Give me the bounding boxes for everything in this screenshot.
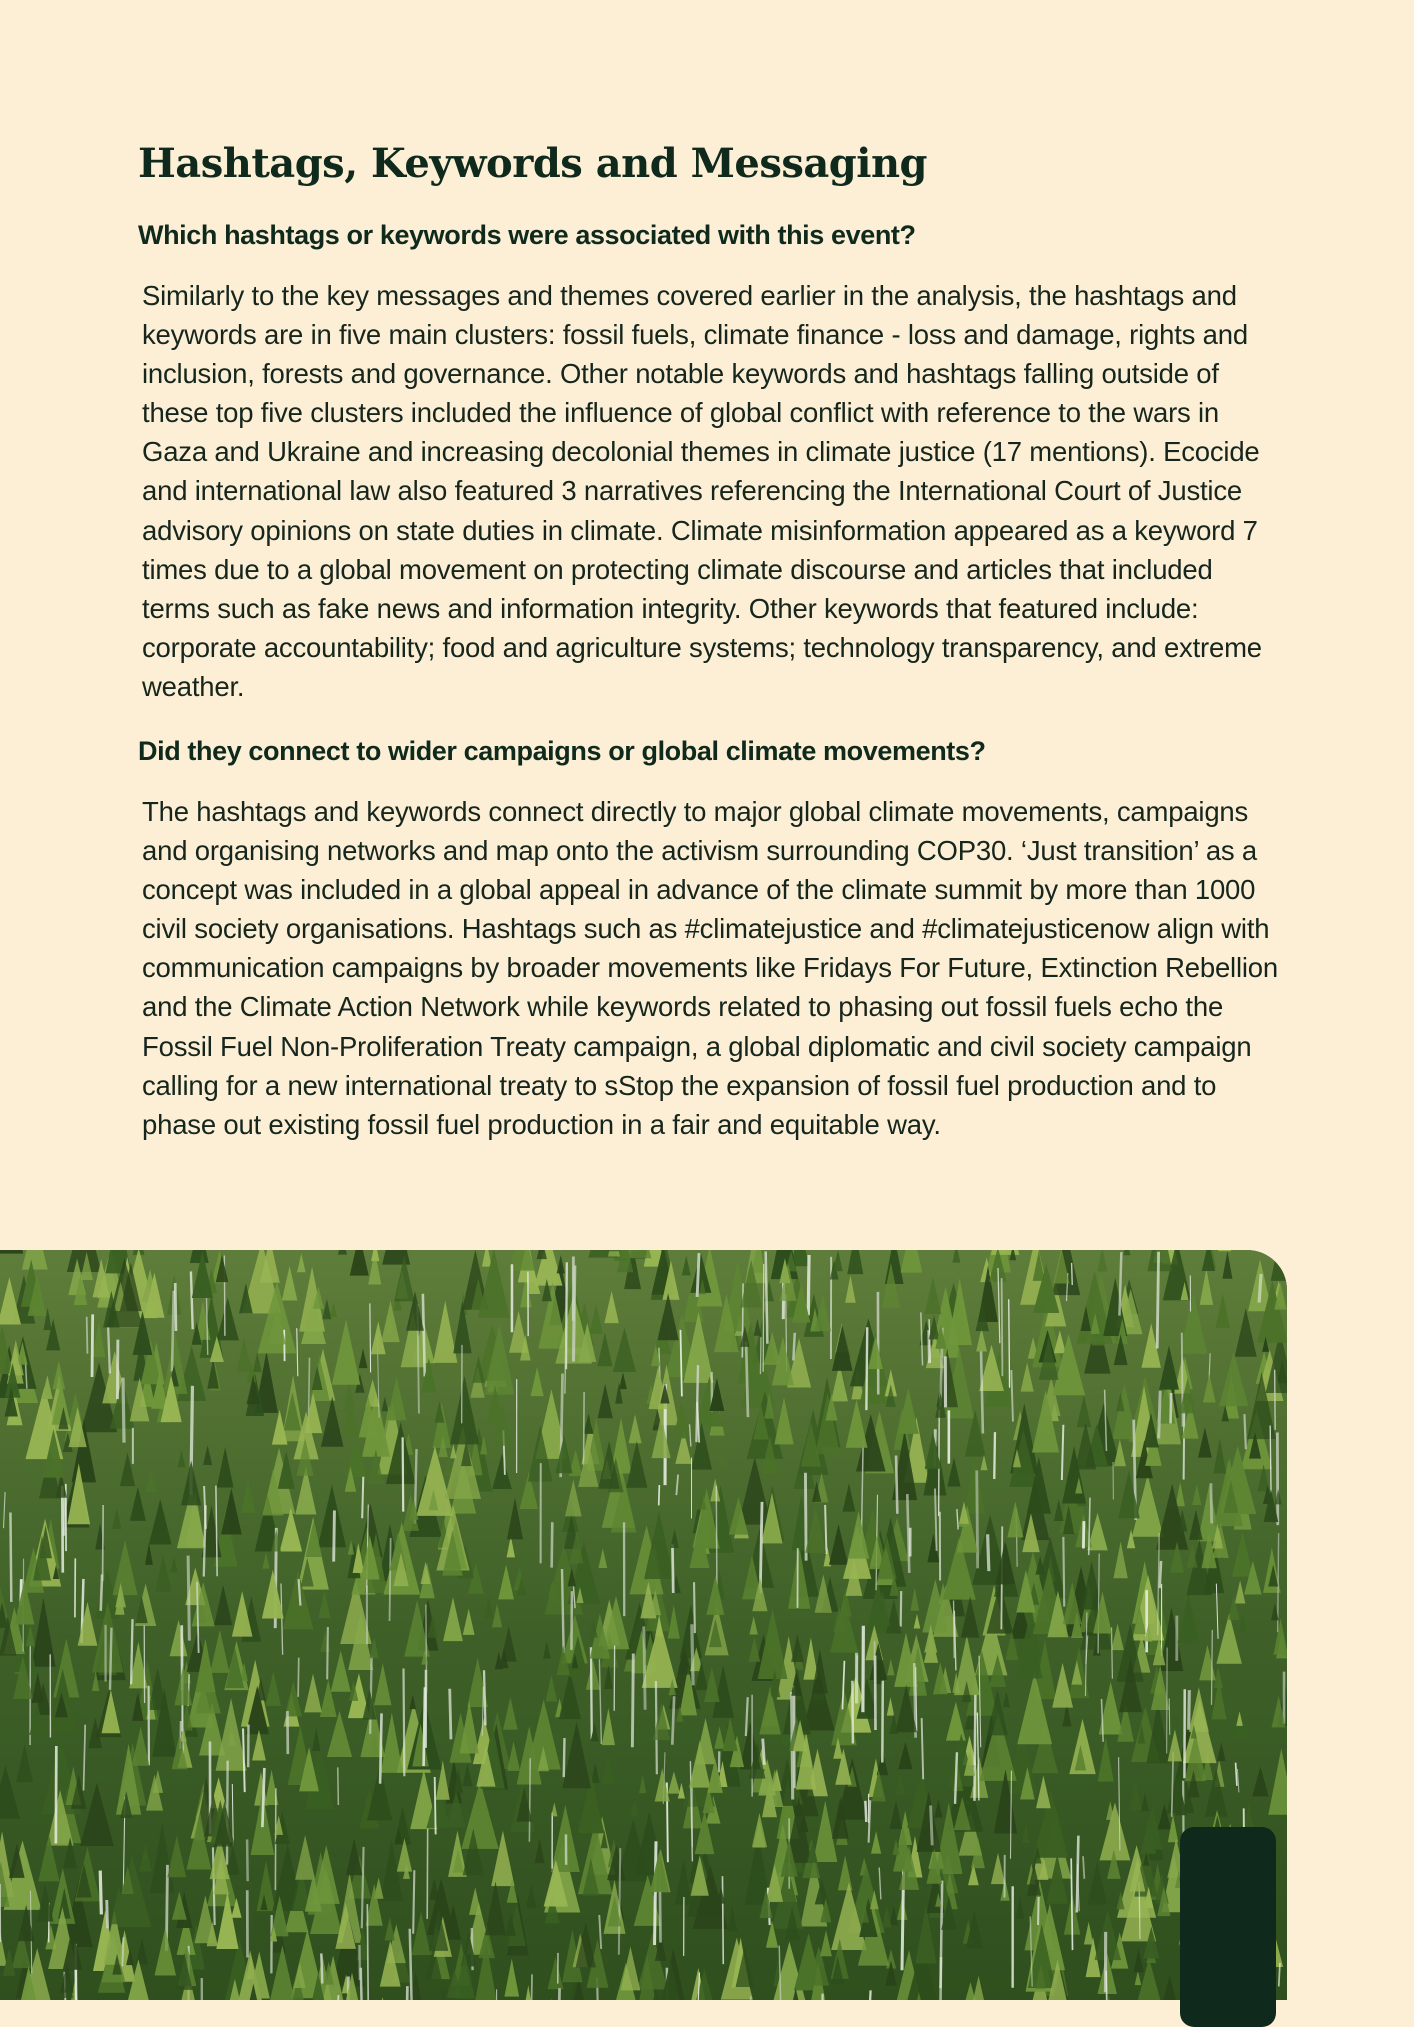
section-body-hashtags: Similarly to the key messages and themes covered earlier in the analysis, the hashtags and keywords are in five main clusters: fossil fuels, climate finance - loss and damage, rights and inclusion, forests and governance. Other notable keywords and hashtags falling outside of these top five clusters included the influence of global conflict with reference to the wars in Gaza and Ukraine and increasing decolonial themes in climate justice (17 mentions). Ecocide and international law also featured 3 narratives referencing the International Court of Justice advisory opinions on state duties in climate. Climate misinformation appeared as a keyword 7 times due to a global movement on protecting climate discourse and articles that included terms such as fake news and information integrity. Other keywords that featured include: corporate accountability; food and agriculture systems; technology transparency, and extreme weather.: [142, 276, 1282, 706]
decorative-dark-tab: [1180, 1827, 1276, 2027]
section-question-campaigns: Did they connect to wider campaigns or global climate movements?: [138, 733, 986, 769]
section-body-campaigns: The hashtags and keywords connect directly to major global climate movements, campaigns and organising networks and map onto the activism surrounding COP30. ‘Just transition’ as a concept was included in a global appeal in advance of the climate summit by more than 1000 civil society organisations. Hashtags such as #climatejustice and #climatejusticenow align with communication campaigns by broader movements like Fridays For Future, Extinction Rebellion and the Climate Action Network while keywords related to phasing out fossil fuels echo the Fossil Fuel Non-Proliferation Treaty campaign, a global diplomatic and civil society campaign calling for a new international treaty to sStop the expansion of fossil fuel production and to phase out existing fossil fuel production in a fair and equitable way.: [142, 792, 1282, 1144]
section-question-hashtags: Which hashtags or keywords were associated with this event?: [138, 217, 916, 253]
forest-photo: [0, 1250, 1287, 2000]
page-title: Hashtags, Keywords and Messaging: [138, 138, 927, 190]
